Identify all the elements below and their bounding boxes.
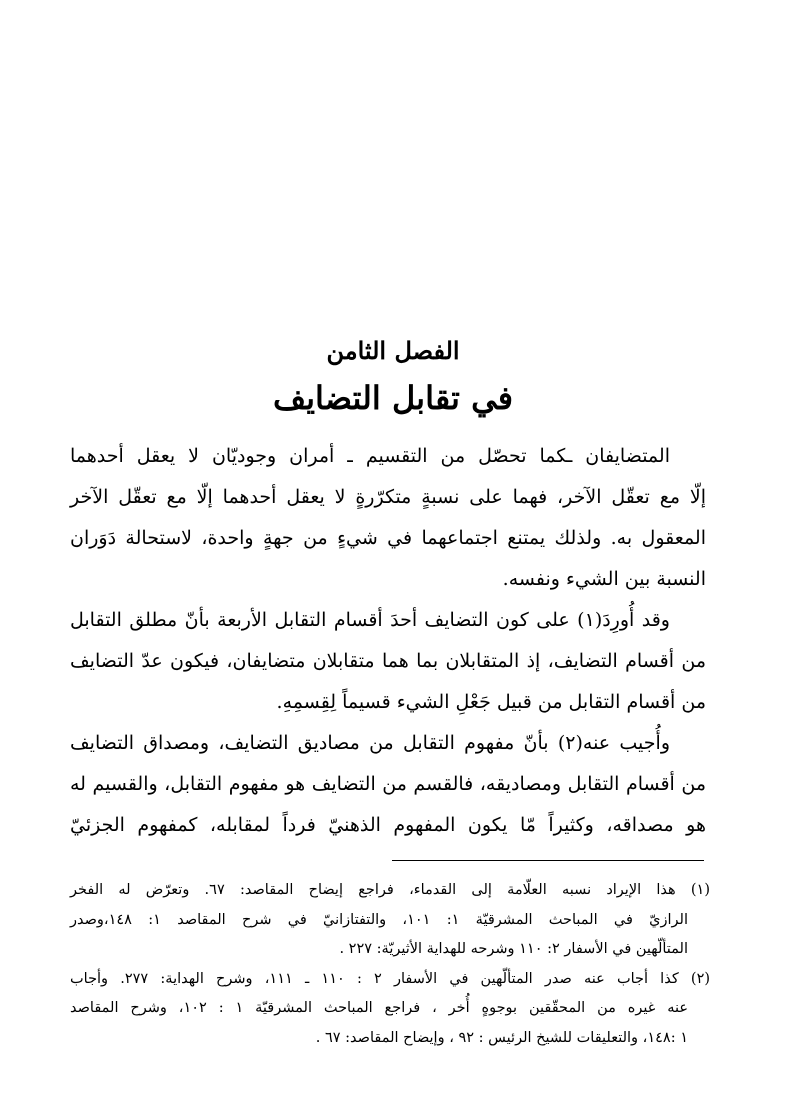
footnote-line: المتألّهين في الأسفار ٢: ١١٠ وشرحه للهداية الأثيريّة: ٢٢٧ .: [339, 941, 688, 957]
body-line: المعقول به. ولذلك يمتنع اجتماعهما في شيءٍ من جهةٍ واحدة، لاستحالة دَوَران: [70, 527, 706, 549]
footnote-line: (١) هذا الإيراد نسبه العلّامة إلى القدماء، فراجع إيضاح المقاصد: ٦٧. وتعرّض له الفخر: [70, 882, 710, 898]
footnote-line: الرازيّ في المباحث المشرقيّة ١: ١٠١، والتفتازانيّ في شرح المقاصد ١: ١٤٨،وصدر: [70, 911, 688, 928]
section-title: في تقابل التضايف: [272, 379, 514, 417]
footnotes: [70, 876, 710, 1053]
body-line: من أقسام التقابل من قبيل جَعْلِ الشيء قسيماً لِقِسمِهِ.: [276, 691, 706, 713]
body-line: النسبة بين الشيء ونفسه.: [502, 568, 706, 590]
footnote-separator: [392, 860, 704, 861]
body-line: المتضايفان ـكما تحصّل من التقسيم ـ أمران وجوديّان لا يعقل أحدهما: [70, 445, 670, 467]
body-line: من أقسام التقابل ومصاديقه، فالقسم من التضايف هو مفهوم التقابل، والقسيم له: [70, 773, 706, 795]
body-line: هو مصداقه، وكثيراً مّا يكون المفهوم الذهنيّ فرداً لمقابله، كمفهوم الجزئيّ: [70, 814, 706, 836]
footnote-line: عنه غيره من المحقّقين بوجوهٍ أُخر ، فراجع المباحث المشرقيّة ١ : ١٠٢، وشرح المقاصد: [70, 1000, 688, 1016]
chapter-heading: الفصل الثامن: [326, 336, 460, 365]
body-line: إلّا مع تعقّل الآخر، فهما على نسبةٍ متكرّرةٍ لا يعقل أحدهما إلّا مع تعقّل الآخر: [70, 486, 706, 508]
footnote-line: (٢) كذا أجاب عنه صدر المتألّهين في الأسفار ٢ : ١١٠ ـ ١١١، وشرح الهداية: ٢٧٧. وأجاب: [70, 970, 711, 987]
footnote-line: ١ :١٤٨، والتعليقات للشيخ الرئيس : ٩٢ ، وإيضاح المقاصد: ٦٧ .: [315, 1029, 688, 1046]
body-line: من أقسام التضايف، إذ المتقابلان بما هما متقابلان متضايفان، فيكون عدّ التضايف: [70, 650, 706, 672]
body-line: وأُجيب عنه(٢) بأنّ مفهوم التقابل من مصاديق التضايف، ومصداق التضايف: [70, 732, 670, 754]
body-line: وقد أُورِدَ(١) على كون التضايف أحدَ أقسام التقابل الأربعة بأنّ مطلق التقابل: [70, 609, 670, 631]
main-text: [70, 436, 706, 846]
